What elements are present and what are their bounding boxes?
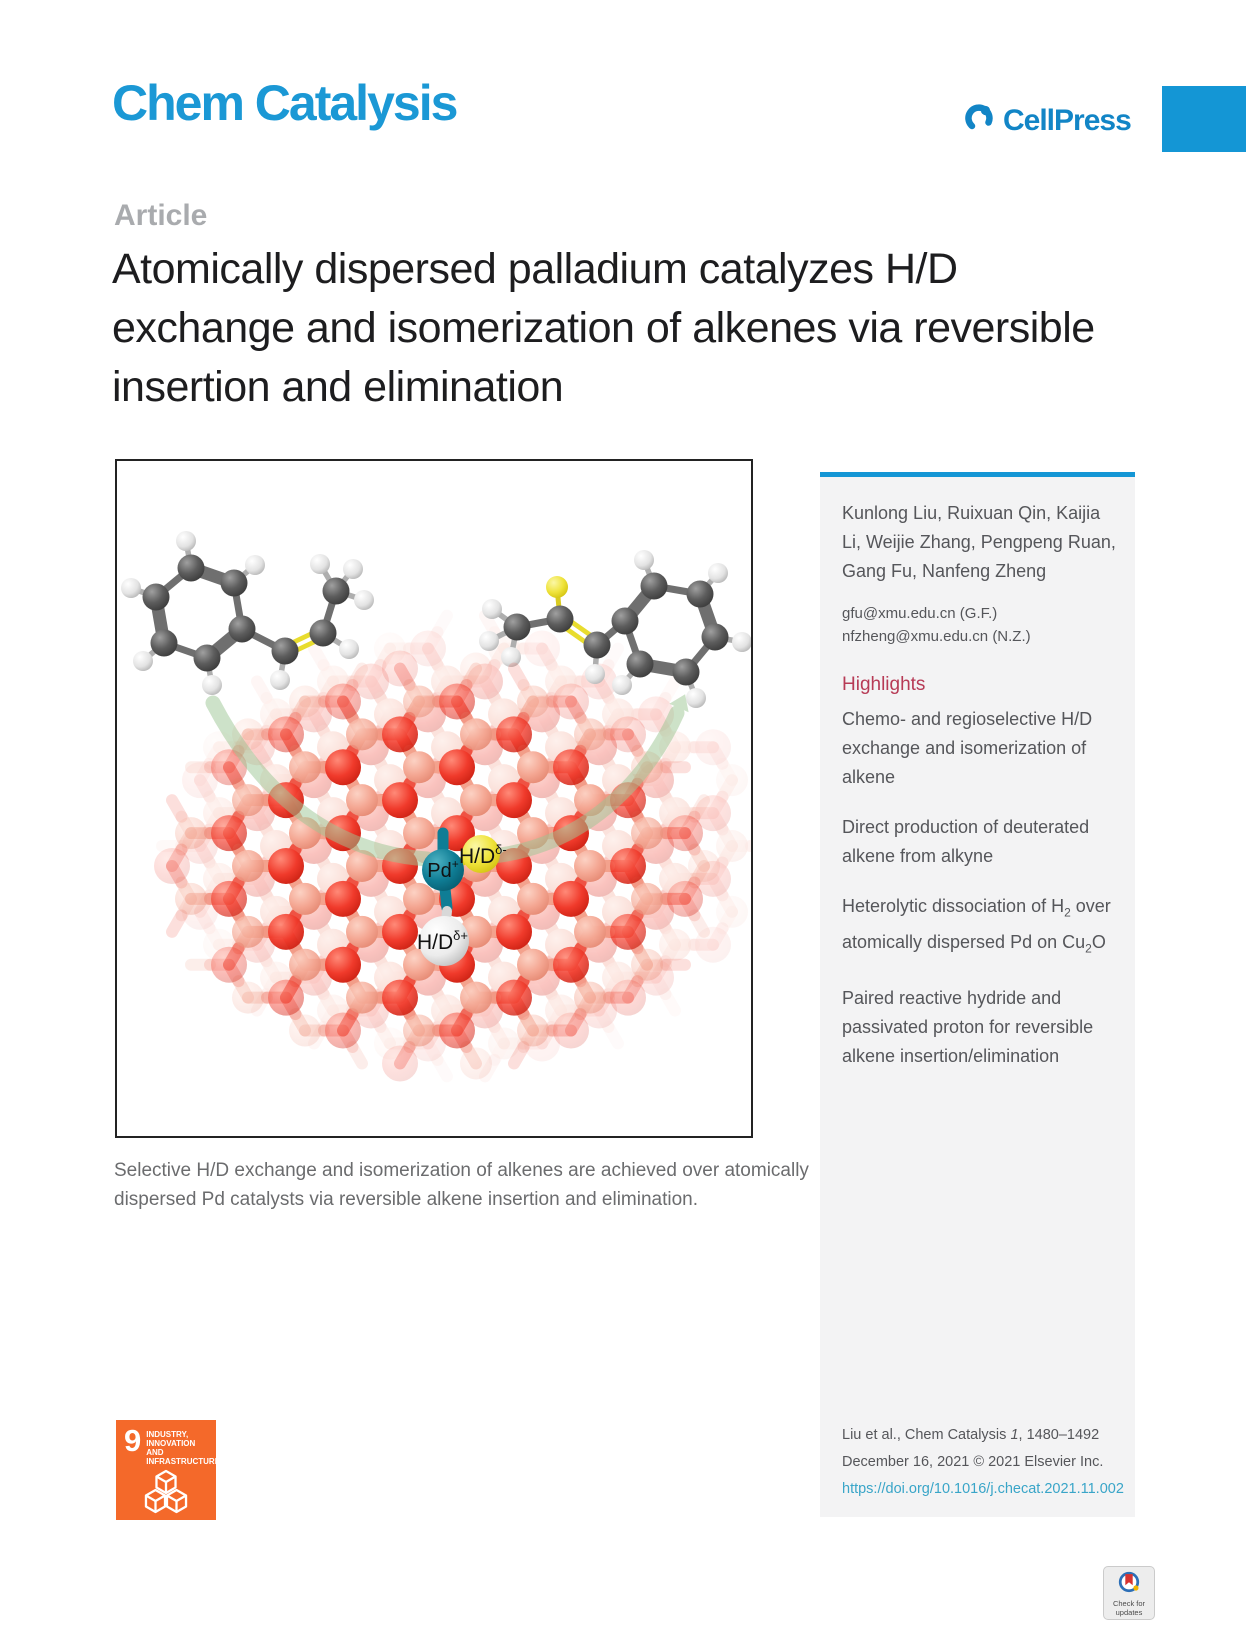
highlights-heading: Highlights [842,674,926,695]
sdg-cubes-icon [129,1468,203,1522]
cellpress-swirl-icon [962,101,996,140]
crossmark-icon [1117,1570,1141,1594]
graphical-abstract [115,459,753,1138]
citation-reference: Liu et al., Chem Catalysis 1, 1480–1492 [842,1427,1100,1443]
article-type-label: Article [114,199,208,232]
email-nfzheng[interactable]: nfzheng@xmu.edu.cn (N.Z.) [842,628,1031,645]
highlight-item-2: Direct production of deuterated alkene from alkyne [842,817,1090,866]
article-title: Atomically dispersed palladium catalyzes H/D exchange and isomerization of alkenes via reversible insertion and elimination [112,245,1095,411]
sdg9-tile [116,1420,221,1520]
highlight-item-1: Chemo- and regioselective H/D exchange and isomerization of alkene [842,709,1093,787]
doi-link[interactable]: https://doi.org/10.1016/j.checat.2021.11.002 [842,1481,1124,1497]
highlight-item-4: Paired reactive hydride and passivated proton for reversible alkene insertion/elimination [842,988,1094,1067]
cellpress-wordmark: CellPress [1003,103,1131,137]
citation-date-copyright: December 16, 2021 © 2021 Elsevier Inc. [842,1454,1104,1470]
email-gfu[interactable]: gfu@xmu.edu.cn (G.F.) [842,605,998,622]
correspondence-block [842,602,1127,648]
cellpress-logo [962,101,1131,140]
header-blue-block [1162,86,1246,152]
highlight-item-3: Heterolytic dissociation of $H_2$ over atomically dispersed Pd on $Cu_2O$ [842,896,1111,956]
svg-text:Pd+: Pd+ [427,857,459,882]
sdg-number: 9 [124,1423,142,1458]
crossmark-label: Check for updates [1112,1599,1146,1617]
svg-text:H/Dδ-: $H/D^{\delta-}$ [459,842,507,868]
check-for-updates-badge[interactable] [1103,1566,1155,1620]
figure-caption: Selective H/D exchange and isomerization of alkenes are achieved over atomically dispersed Pd catalysts via reversible alkene insertion and elimination. [114,1160,809,1210]
svg-text:H/Dδ+: $H/D^{\delta+}$ [417,928,468,954]
sidebar [820,472,1135,1517]
journal-logo: Chem Catalysis [112,75,457,131]
graphical-abstract-figure [117,461,751,1136]
citation-block [842,1422,1124,1503]
sdg-label: INDUSTRY, INNOVATION AND INFRASTRUCTURE [146,1430,221,1466]
author-list: Kunlong Liu, Ruixuan Qin, Kaijia Li, Weijie Zhang, Pengpeng Ruan, Gang Fu, Nanfeng Zheng [842,503,1116,581]
